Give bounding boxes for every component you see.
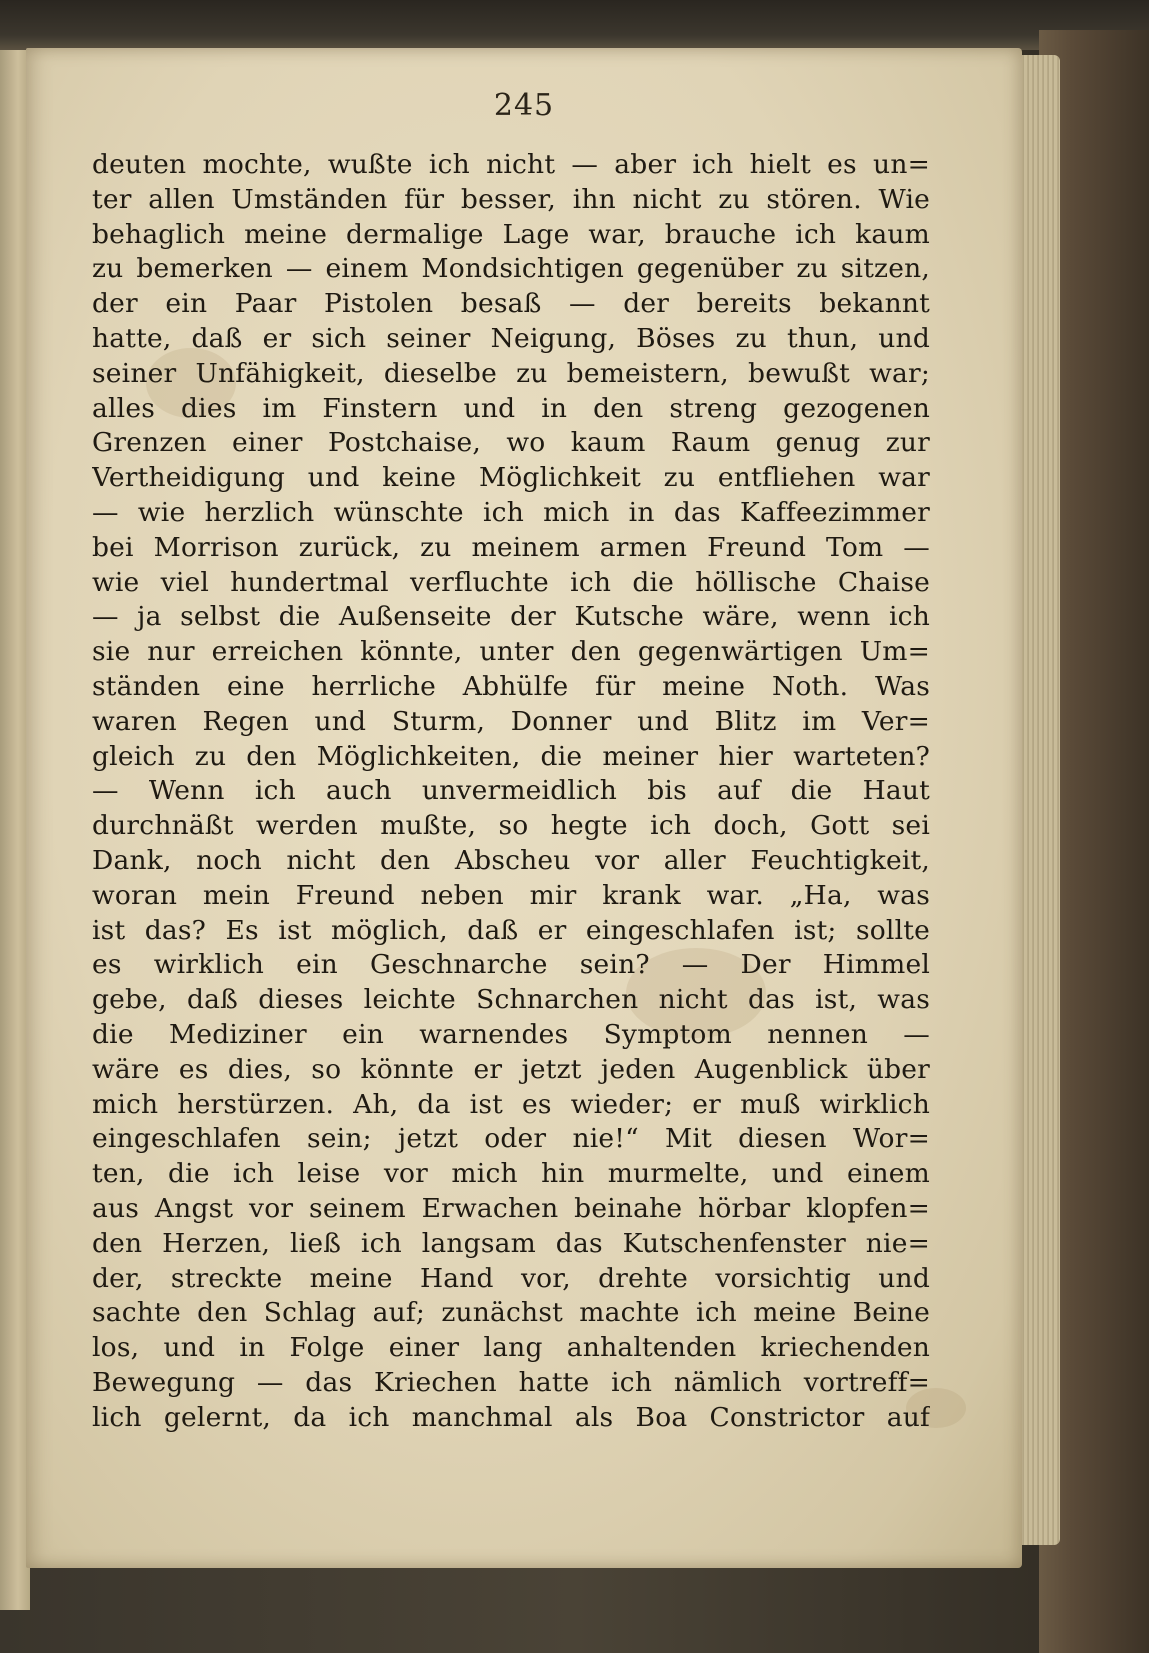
text-line: eingeschlafen sein; jetzt oder nie!“ Mit diesen Wor= — [92, 1123, 930, 1155]
text-line: ten, die ich leise vor mich hin murmelte, und einem — [92, 1158, 930, 1190]
text-line: die Mediziner ein warnendes Symptom nennen — — [92, 1018, 930, 1050]
text-line: gebe, daß dieses leichte Schnarchen nicht das ist, was — [92, 984, 930, 1016]
text-line: Vertheidigung und keine Möglichkeit zu entfliehen war — [92, 462, 930, 494]
text-line: alles dies im Finstern und in den streng gezogenen — [92, 392, 930, 424]
text-line: ter allen Umständen für besser, ihn nicht zu stören. Wie — [92, 183, 930, 215]
text-line: woran mein Freund neben mir krank war. „Ha, was — [92, 879, 930, 911]
text-line: los, und in Folge einer lang anhaltenden kriechenden — [92, 1332, 930, 1364]
text-line: wie viel hundertmal verfluchte ich die höllische Chaise — [92, 566, 930, 598]
book-cover-top-edge — [0, 0, 1149, 50]
text-line: ständen eine herrliche Abhülfe für meine Noth. Was — [92, 670, 930, 702]
text-line: seiner Unfähigkeit, dieselbe zu bemeistern, bewußt war; — [92, 357, 930, 389]
text-line: Bewegung — das Kriechen hatte ich nämlich vortreff= — [92, 1366, 930, 1398]
text-line: behaglich meine dermalige Lage war, brauche ich kaum — [92, 218, 930, 250]
text-line: zu bemerken — einem Mondsichtigen gegenüber zu sitzen, — [92, 253, 930, 285]
text-line: waren Regen und Sturm, Donner und Blitz im Ver= — [92, 705, 930, 737]
text-line: deuten mochte, wußte ich nicht — aber ich hielt es un= — [92, 149, 930, 180]
text-line: — Wenn ich auch unvermeidlich bis auf die Haut — [92, 775, 930, 807]
text-line: bei Morrison zurück, zu meinem armen Freund Tom — — [92, 531, 930, 563]
page-number: 245 — [493, 88, 555, 123]
text-line: den Herzen, ließ ich langsam das Kutschenfenster nie= — [92, 1227, 930, 1259]
text-line: gleich zu den Möglichkeiten, die meiner hier warteten? — [92, 740, 930, 772]
body-text — [92, 148, 930, 1435]
text-line: der, streckte meine Hand vor, drehte vorsichtig und — [92, 1262, 930, 1294]
text-line: Grenzen einer Postchaise, wo kaum Raum genug zur — [92, 427, 930, 459]
text-line: — ja selbst die Außenseite der Kutsche wäre, wenn ich — [92, 601, 930, 633]
book-page — [26, 48, 1022, 1568]
text-line: hatte, daß er sich seiner Neigung, Böses zu thun, und — [92, 322, 930, 354]
text-line: lich gelernt, da ich manchmal als Boa Constrictor auf — [92, 1401, 930, 1433]
text-line: sie nur erreichen könnte, unter den gegenwärtigen Um= — [92, 636, 930, 668]
text-line: der ein Paar Pistolen besaß — der bereits bekannt — [92, 288, 930, 320]
text-line: Dank, noch nicht den Abscheu vor aller Feuchtigkeit, — [92, 844, 930, 876]
text-line: — wie herzlich wünschte ich mich in das Kaffeezimmer — [92, 496, 930, 528]
text-line: durchnäßt werden mußte, so hegte ich doch, Gott sei — [92, 810, 930, 842]
text-line: aus Angst vor seinem Erwachen beinahe hörbar klopfen= — [92, 1192, 930, 1224]
text-line: wäre es dies, so könnte er jetzt jeden Augenblick über — [92, 1053, 930, 1085]
text-line: es wirklich ein Geschnarche sein? — Der Himmel — [92, 949, 930, 981]
text-line: sachte den Schlag auf; zunächst machte ich meine Beine — [92, 1297, 930, 1329]
text-line: mich herstürzen. Ah, da ist es wieder; er muß wirklich — [92, 1088, 930, 1120]
text-line: ist das? Es ist möglich, daß er eingeschlafen ist; sollte — [92, 914, 930, 946]
